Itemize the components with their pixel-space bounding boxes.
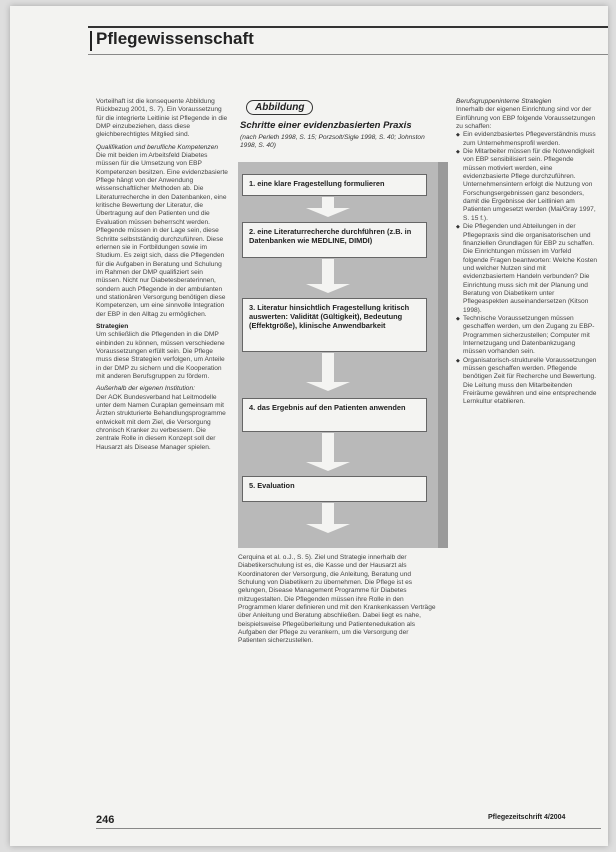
right-bullet-5: ◆ Organisatorisch-strukturelle Voraussetzungen müssen geschaffen werden. Pflegende benötigen Zeit für Recherche und Bewertung. Die Leitung muss den Mitarbeitenden Freiräume gewähren und eine entsprechende Lernkultur etablieren. xyxy=(456,357,598,407)
left-para-1: Vorteilhaft ist die konsequente Abbildung Rückbezug 2001, S. 7). Ein Voraussetzung für die integrierte Leitlinie ist Pflegende in die DMP einzubeziehen, dass diese gleichberechtigtes Mitglied sind. xyxy=(96,98,228,139)
flow-arrow-stem-3 xyxy=(322,353,334,383)
right-para-1: Innerhalb der eigenen Einrichtung sind vor der Einführung von EBP folgende Voraussetzungen zu schaffen: xyxy=(456,106,596,131)
figure-source: (nach Perleth 1998, S. 15; Porzsolt/Sigle 1998, S. 40; Johnston 1998, S. 40) xyxy=(240,134,425,149)
figure-title: Schritte einer evidenzbasierten Praxis xyxy=(240,120,412,131)
flow-arrow-4 xyxy=(306,462,350,471)
flow-arrow-1 xyxy=(306,208,350,217)
left-heading-2: Strategien xyxy=(96,322,129,330)
document-page xyxy=(10,6,608,846)
middle-column xyxy=(238,554,438,810)
left-para-2: Die mit beiden im Arbeitsfeld Diabetes müssen für die Umsetzung von EBP Kompetenzen besitzen. Eine evidenzbasierte Pflege hängt von der Anwendung wissenschaftlicher Methoden ab. Die Literaturrecherche in den Datenbanken, eine kritische Bewertung der Literatur, die Übertragung auf den Patienten und die Evaluation müssen beherrscht werden. Pflegende müssen in der Lage sein, diese Schritte selbstständig durchzuführen. Diese erlernen sie in Fortbildungen sowie im Studium. Es zeigt sich, dass die Pflegenden für die Aufgaben in Beratung und Schulung im Rahmen der DMP qualifiziert sein müssen. Nicht nur Diabetesberaterinnen, sondern auch Pflegende in der ambulanten und stationären Versorgung benötigen diese Kompetenzen, um eine sinnvolle Integration der EBP in den Alltag zu ermöglichen. xyxy=(96,152,228,318)
flow-step-1: 1. eine klare Fragestellung formulieren xyxy=(242,174,427,196)
left-heading-3: Außerhalb der eigenen Institution: xyxy=(96,385,195,393)
flow-arrow-stem-2 xyxy=(322,259,334,285)
flow-step-2: 2. eine Literaturrecherche durchführen (z.B. in Datenbanken wie MEDLINE, DIMDI) xyxy=(242,222,427,258)
flow-arrow-2 xyxy=(306,284,350,293)
right-bullet-2: ◆ Die Mitarbeiter müssen für die Notwendigkeit von EBP sensibilisiert sein. Pflegende müssen motiviert werden, eine evidenzbasierte Pflege durchzuführen. Unternehmensintern erfolgt die Nutzung von Forschungsergebnissen ganz besonders, damit die Ergebnisse der Leitlinien am Patienten umgesetzt werden (Mai/Gray 1997, S. 15 f.). xyxy=(456,148,598,223)
left-heading-1: Qualifikation und berufliche Kompetenzen xyxy=(96,143,219,151)
left-para-4: Der AOK Bundesverband hat Leitmodelle unter dem Namen Curaplan gemeinsam mit Ärzten strukturierte Behandlungsprogramme entwickelt mit dem Ziel, die Versorgung chronisch Kranker zu verbessern. Die zentrale Rolle in diesem Konzept soll der Hausarzt als Disease Manager spielen. xyxy=(96,393,226,451)
flow-step-5: 5. Evaluation xyxy=(242,476,427,502)
flow-arrow-stem-5 xyxy=(322,503,334,525)
flow-arrow-3 xyxy=(306,382,350,391)
figure xyxy=(238,98,448,548)
flow-step-4: 4. das Ergebnis auf den Patienten anwenden xyxy=(242,398,427,432)
middle-para-1: Cerquina et al. o.J., S. 5). Ziel und Strategie innerhalb der Diabetikerschulung ist es, die Kasse und der Hausarzt als Koordinatoren der Versorgung, die Anleitung, Beratung und Schulung von Diabetikern zu übernehmen. Die Pflege ist es gelungen, Disease Management Programme für Diabetes mitzugestalten. Die Pflegenden müssen ihre Rolle in den Programmen klarer definieren und mit den Krankenkassen Verträge über Anleitung und Beratung abschließen. Dabei liegt es nahe, beispielsweise Pflegeüberleitung und Patientenedukation als Aufgaben der Pflege zu verankern, um die Versorgung der Patienten sicherzustellen. xyxy=(238,554,436,645)
left-column xyxy=(96,98,228,810)
flow-step-3: 3. Literatur hinsichtlich Fragestellung kritisch auswerten: Validität (Gültigkeit), Bedeutung (Effektgröße), klinische Anwendbarkeit xyxy=(242,298,427,352)
right-heading-1: Berufsgruppeninterne Strategien xyxy=(456,98,552,105)
journal-name: Pflegezeitschrift 4/2004 xyxy=(488,814,566,821)
section-title: Pflegewissenschaft xyxy=(96,29,254,48)
footer-rule xyxy=(96,828,601,829)
flow-side-strip xyxy=(438,162,448,548)
right-bullet-1: ◆ Ein evidenzbasiertes Pflegeverständnis muss zum Unternehmensprofil werden. xyxy=(456,131,598,148)
flow-diagram xyxy=(238,162,448,548)
page-number: 246 xyxy=(96,814,115,826)
right-column xyxy=(456,98,598,810)
left-para-3: Um schließlich die Pflegenden in die DMP einbinden zu können, müssen verschiedene Voraussetzungen erfüllt sein. Die Pflege muss diese Strategien verfolgen, um Anteile in der DMP zu sichern und die Kooperation mit anderen Berufsgruppen zu fördern. xyxy=(96,331,225,380)
page-header xyxy=(88,26,608,55)
figure-label: Abbildung xyxy=(246,100,313,115)
right-bullet-3: ◆ Die Pflegenden und Abteilungen in der Pflegepraxis sind die organisatorischen und finanziellen Grundlagen für EBP zu schaffen. Die Einrichtungen müssen im Vorfeld folgende Fragen beantworten: Welche Kosten und welcher Nutzen sind mit evidenzbasiertem Handeln verbunden? Die Einrichtung muss sich mit der Planung und Beratung von Diabetikern unter Pflegeaspekten auseinandersetzen (Kitson 1998). xyxy=(456,223,598,315)
flow-arrow-5 xyxy=(306,524,350,533)
right-bullet-4: ◆ Technische Voraussetzungen müssen geschaffen werden, um den Zugang zu EBP-Programmen sicherzustellen; Computer mit Internetzugang und Datenbankzugang müssen vorhanden sein. xyxy=(456,315,598,357)
flow-arrow-stem-4 xyxy=(322,433,334,463)
